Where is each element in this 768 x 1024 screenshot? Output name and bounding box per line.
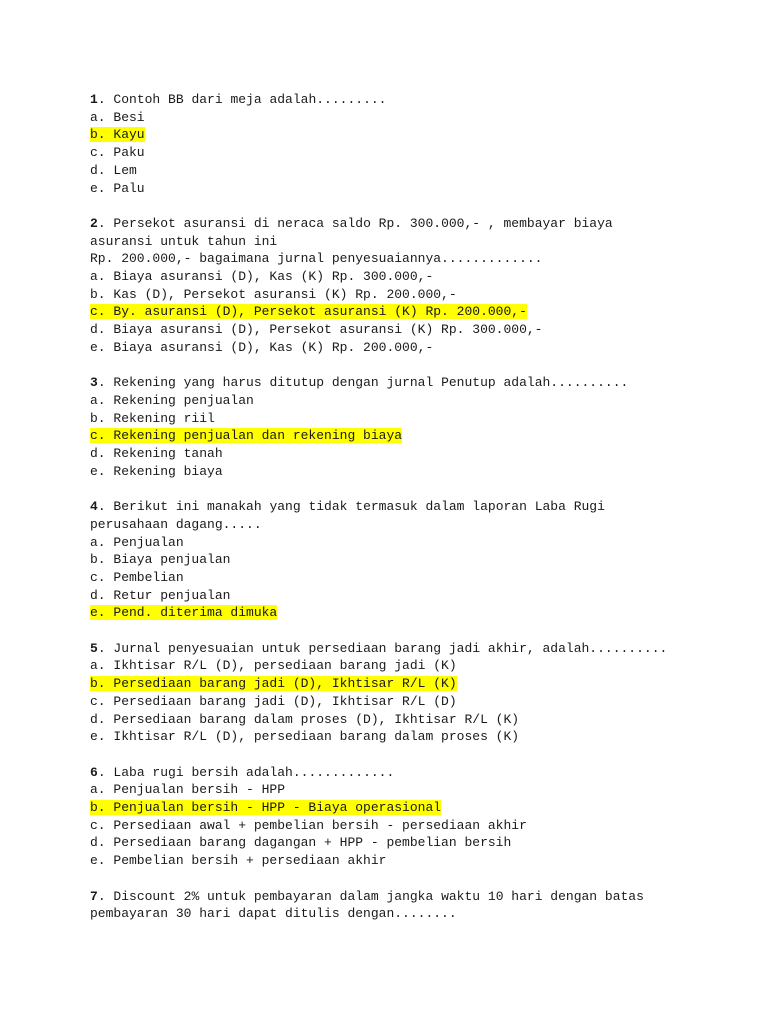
answer-option (90, 445, 730, 463)
question-number-dot: . (97, 640, 106, 656)
answer-option-text: e. Biaya asuransi (D), Kas (K) Rp. 200.000,- (90, 339, 434, 355)
answer-option-text: b. Kas (D), Persekot asuransi (K) Rp. 200.000,- (90, 286, 457, 302)
answer-option-text-highlighted: b. Kayu (90, 127, 145, 143)
question-number-dot: . (97, 215, 106, 231)
answer-option (90, 534, 730, 552)
answer-option-text: a. Ikhtisar R/L (D), persediaan barang jadi (K) (90, 658, 457, 674)
answer-option-text-highlighted: b. Persediaan barang jadi (D), Ikhtisar R/L (K) (90, 676, 457, 692)
answer-option (90, 410, 730, 428)
answer-option-text: c. Paku (90, 145, 145, 161)
answer-option (90, 427, 730, 445)
answer-option (90, 286, 730, 304)
question-number-dot: . (97, 764, 106, 780)
question-1 (90, 91, 730, 197)
answer-option-text: b. Rekening riil (90, 410, 215, 426)
answer-option (90, 799, 730, 817)
question-text-line: Berikut ini manakah yang tidak termasuk dalam laporan Laba Rugi (105, 499, 605, 515)
question-text-line: perusahaan dagang..... (90, 516, 262, 532)
answer-option (90, 339, 730, 357)
answer-option-text: a. Biaya asuransi (D), Kas (K) Rp. 300.000,- (90, 269, 434, 285)
question-number: 6 (90, 764, 98, 780)
answer-option-text: c. Persediaan barang jadi (D), Ikhtisar R/L (D) (90, 693, 457, 709)
question-5 (90, 640, 730, 746)
question-number: 3 (90, 375, 98, 391)
answer-option-text-highlighted: e. Pend. diterima dimuka (90, 605, 278, 621)
answer-option (90, 781, 730, 799)
question-number-dot: . (97, 499, 106, 515)
question-number: 5 (90, 640, 98, 656)
answer-option-text-highlighted: b. Penjualan bersih - HPP - Biaya operasional (90, 800, 442, 816)
answer-option (90, 126, 730, 144)
question-text (90, 91, 730, 109)
question-number: 1 (90, 92, 98, 107)
answer-option (90, 109, 730, 127)
question-4 (90, 498, 730, 622)
question-6 (90, 764, 730, 870)
answer-option-text: c. Pembelian (90, 569, 184, 585)
answer-option-text: d. Persediaan barang dalam proses (D), Ikhtisar R/L (K) (90, 711, 520, 727)
question-7 (90, 888, 730, 923)
answer-option-text: e. Palu (90, 180, 145, 196)
question-text-line: asuransi untuk tahun ini (90, 233, 278, 249)
answer-option (90, 675, 730, 693)
answer-option (90, 551, 730, 569)
question-text-line: pembayaran 30 hari dapat ditulis dengan........ (90, 906, 457, 922)
question-number: 4 (90, 499, 98, 515)
question-text-line: Persekot asuransi di neraca saldo Rp. 300.000,- , membayar biaya (105, 215, 613, 231)
question-text-line: Rp. 200.000,- bagaimana jurnal penyesuaiannya............. (90, 251, 543, 267)
answer-option-text: e. Rekening biaya (90, 463, 223, 479)
answer-option (90, 463, 730, 481)
answer-option (90, 587, 730, 605)
answer-option-text: e. Pembelian bersih + persediaan akhir (90, 853, 387, 869)
answer-option (90, 834, 730, 852)
answer-option-text: a. Besi (90, 109, 145, 125)
answer-option (90, 728, 730, 746)
question-number: 7 (90, 888, 98, 904)
answer-option-text: a. Penjualan (90, 534, 184, 550)
question-text-continued (90, 905, 730, 923)
question-text-line: Jurnal penyesuaian untuk persediaan barang jadi akhir, adalah.......... (105, 640, 668, 656)
question-text-line: Laba rugi bersih adalah............. (105, 764, 395, 780)
answer-option-text-highlighted: c. Rekening penjualan dan rekening biaya (90, 428, 403, 444)
answer-option (90, 817, 730, 835)
question-text-continued (90, 250, 730, 268)
answer-option (90, 604, 730, 622)
question-text-line: Discount 2% untuk pembayaran dalam jangka waktu 10 hari dengan batas (105, 888, 644, 904)
answer-option-text: a. Penjualan bersih - HPP (90, 782, 286, 798)
question-text (90, 374, 730, 392)
answer-option (90, 657, 730, 675)
answer-option (90, 711, 730, 729)
answer-option (90, 852, 730, 870)
question-text-line: Contoh BB dari meja adalah......... (105, 92, 387, 107)
question-text-line: Rekening yang harus ditutup dengan jurnal Penutup adalah.......... (105, 375, 629, 391)
answer-option (90, 392, 730, 410)
question-number-dot: . (97, 92, 106, 107)
answer-option-text: c. Persediaan awal + pembelian bersih - persediaan akhir (90, 817, 527, 833)
question-text (90, 764, 730, 782)
answer-option (90, 180, 730, 198)
answer-option (90, 693, 730, 711)
answer-option-text: d. Rekening tanah (90, 446, 223, 462)
answer-option-text: d. Biaya asuransi (D), Persekot asuransi (K) Rp. 300.000,- (90, 322, 543, 338)
answer-option-text: d. Retur penjualan (90, 587, 231, 603)
question-number: 2 (90, 215, 98, 231)
answer-option-text: d. Lem (90, 162, 137, 178)
answer-option-text: a. Rekening penjualan (90, 392, 254, 408)
question-text (90, 640, 730, 658)
question-text-continued (90, 233, 730, 251)
question-3 (90, 374, 730, 480)
answer-option (90, 303, 730, 321)
answer-option (90, 162, 730, 180)
question-text (90, 498, 730, 516)
answer-option (90, 144, 730, 162)
question-number-dot: . (97, 888, 106, 904)
answer-option-text: e. Ikhtisar R/L (D), persediaan barang dalam proses (K) (90, 729, 520, 745)
question-2 (90, 215, 730, 357)
document-page (90, 91, 730, 941)
question-text (90, 888, 730, 906)
answer-option (90, 268, 730, 286)
answer-option-text: b. Biaya penjualan (90, 552, 231, 568)
answer-option (90, 321, 730, 339)
answer-option (90, 569, 730, 587)
question-number-dot: . (97, 375, 106, 391)
answer-option-text: d. Persediaan barang dagangan + HPP - pembelian bersih (90, 835, 512, 851)
question-text-continued (90, 516, 730, 534)
question-text (90, 215, 730, 233)
answer-option-text-highlighted: c. By. asuransi (D), Persekot asuransi (K) Rp. 200.000,- (90, 304, 527, 320)
